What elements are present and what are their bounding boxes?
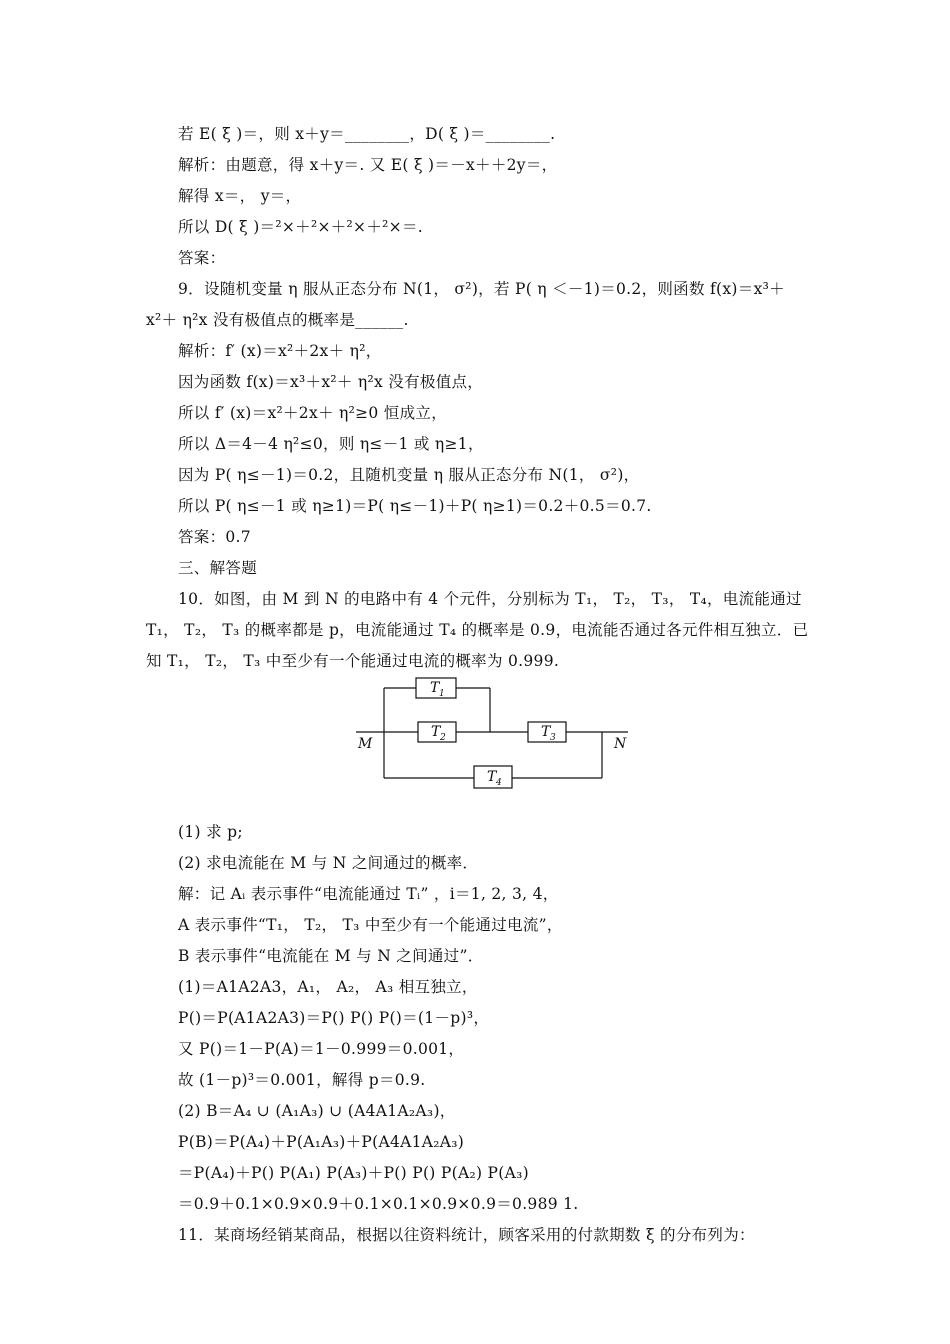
t3-label: T — [541, 724, 551, 740]
text-line: 所以 Δ＝4－4 η²≤0，则 η≤－1 或 η≥1， — [178, 435, 484, 453]
t4-subscript: 4 — [496, 778, 502, 788]
text-line: (1)＝A1A2A3，A₁， A₂， A₃ 相互独立， — [178, 978, 478, 996]
t1-label: T — [430, 680, 440, 696]
text-line: 答案： — [178, 249, 226, 267]
text-line: P(B)＝P(A₄)＋P(A₁A₃)＋P(A4A1A₂A₃) — [178, 1133, 465, 1151]
text-line: T₁， T₂， T₃ 的概率都是 p，电流能通过 T₄ 的概率是 0.9，电流能否通过各元件相互独立．已 — [146, 621, 809, 639]
text-line: 若 E( ξ )＝，则 x＋y＝________，D( ξ )＝________. — [178, 125, 556, 143]
text-line: 所以 f′ (x)＝x²＋2x＋ η²≥0 恒成立， — [178, 404, 448, 422]
text-line: ＝P(A₄)＋P() P(A₁) P(A₃)＋P() P() P(A₂) P(A₃) — [178, 1164, 529, 1182]
text-line: 故 (1－p)³＝0.001，解得 p＝0.9. — [178, 1071, 426, 1089]
text-line: B 表示事件“电流能在 M 与 N 之间通过”． — [178, 947, 484, 965]
text-line: 解析：f′ (x)＝x²＋2x＋ η²， — [178, 342, 382, 360]
text-line: (2) B＝A₄ ∪ (A₁A₃) ∪ (A4A1A₂A₃)， — [178, 1102, 456, 1120]
text-line: x²＋ η²x 没有极值点的概率是______. — [146, 311, 409, 329]
t2-subscript: 2 — [440, 733, 446, 743]
node-n-label: N — [614, 736, 627, 752]
text-line: 因为函数 f(x)＝x³＋x²＋ η²x 没有极值点， — [178, 373, 484, 391]
question-11: 11．某商场经销某商品，根据以往资料统计，顾客采用的付款期数 ξ 的分布列为： — [178, 1226, 755, 1244]
text-line: A 表示事件“T₁， T₂， T₃ 中至少有一个能通过电流”， — [178, 916, 563, 934]
sub-question-2: (2) 求电流能在 M 与 N 之间通过的概率． — [178, 854, 479, 872]
t1-subscript: 1 — [439, 689, 445, 699]
sub-question-1: (1) 求 p; — [178, 823, 243, 841]
text-line: 解：记 Aᵢ 表示事件“电流能通过 Tᵢ” ，i＝1, 2, 3, 4， — [178, 885, 559, 903]
answer-line: 答案：0.7 — [178, 528, 251, 546]
text-line: 解得 x＝， y＝， — [178, 187, 302, 205]
text-line: 解析：由题意，得 x＋y＝. 又 E( ξ )＝－x＋＋2y＝， — [178, 156, 558, 174]
text-line: P()＝P(A1A2A3)＝P() P() P()＝(1－p)³， — [178, 1009, 490, 1027]
section-heading: 三、解答题 — [178, 559, 258, 577]
text-line: 所以 D( ξ )＝²×＋²×＋²×＋²×＝. — [178, 218, 423, 236]
t3-subscript: 3 — [550, 733, 556, 743]
question-10: 10．如图，由 M 到 N 的电路中有 4 个元件，分别标为 T₁， T₂， T₃， T₄，电流能通过 — [178, 590, 802, 608]
text-line: 知 T₁， T₂， T₃ 中至少有一个能通过电流的概率为 0.999. — [146, 652, 560, 670]
question-9: 9．设随机变量 η 服从正态分布 N(1， σ²)，若 P( η ＜－1)＝0.2，则函数 f(x)＝x³＋ — [178, 280, 785, 298]
text-line: 又 P()＝1－P(A)＝1－0.999＝0.001， — [178, 1040, 465, 1058]
t2-label: T — [431, 724, 441, 740]
text-line: ＝0.9＋0.1×0.9×0.9＋0.1×0.1×0.9×0.9＝0.989 1. — [178, 1195, 579, 1213]
text-line: 因为 P( η≤－1)＝0.2，且随机变量 η 服从正态分布 N(1， σ²)， — [178, 466, 640, 484]
t4-label: T — [487, 769, 497, 785]
text-line: 所以 P( η≤－1 或 η≥1)＝P( η≤－1)＋P( η≥1)＝0.2＋0.5＝0.7. — [178, 497, 652, 515]
circuit-diagram — [352, 674, 632, 794]
node-m-label: M — [358, 736, 373, 752]
